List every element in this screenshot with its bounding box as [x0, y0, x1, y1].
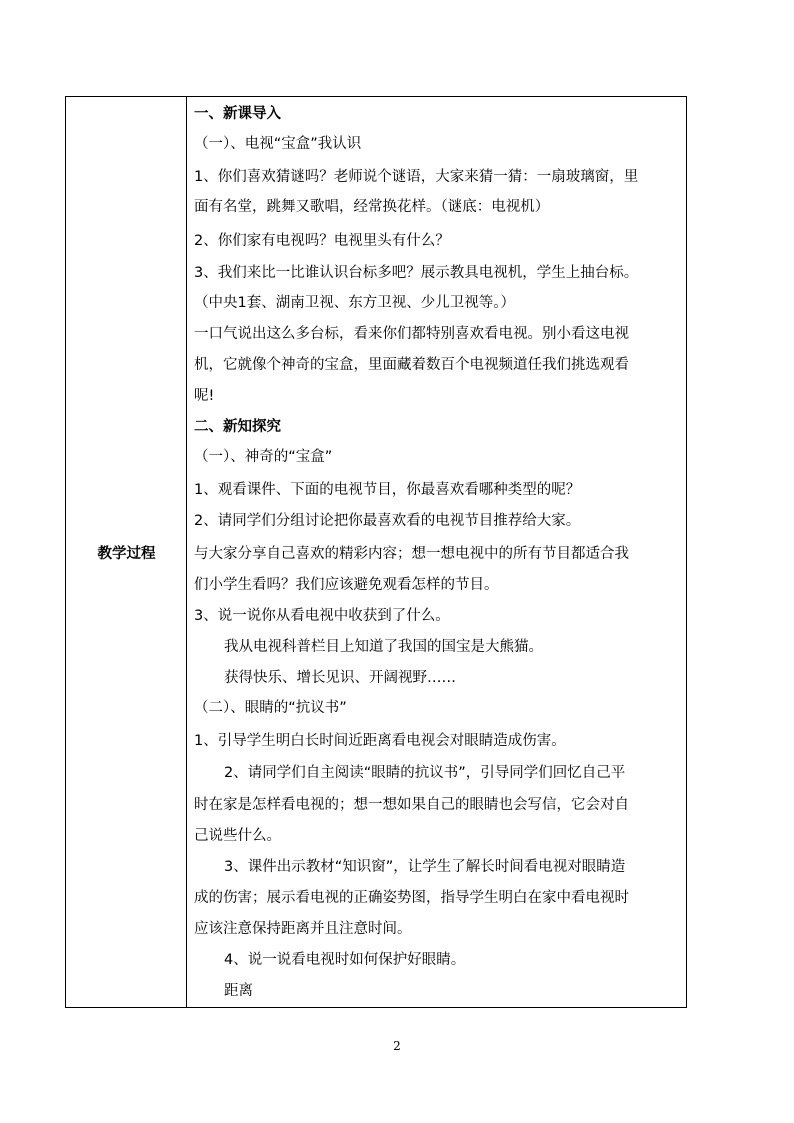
row-label: 教学过程 [97, 546, 156, 562]
text-line: 1、你们喜欢猜谜吗？老师说个谜语，大家来猜一猜：一扇玻璃窗，里 [194, 169, 639, 185]
label-cell [66, 97, 187, 1007]
subheading-1: （一）、电视“宝盒”我认识 [194, 136, 362, 152]
text-line: 3、说一说你从看电视中收获到了什么。 [194, 608, 450, 624]
text-line: 一口气说出这么多台标，看来你们都特别喜欢看电视。别小看这电视 [194, 326, 629, 342]
text-line: 获得快乐、增长见识、开阔视野…… [224, 670, 456, 686]
subheading-2: （一）、神奇的“宝盒” [194, 449, 333, 465]
text-line: 们小学生看吗？我们应该避免观看怎样的节目。 [194, 577, 499, 593]
text-line: 面有名堂，跳舞又歌唱，经常换花样。（谜底：电视机） [194, 199, 550, 215]
content-cell [187, 97, 686, 1007]
subheading-3: （二）、眼睛的“抗议书” [194, 700, 347, 716]
text-line: 3、课件出示教材“知识窗”，让学生了解长时间看电视对眼睛造 [224, 859, 626, 875]
section-heading-2: 二、新知探究 [194, 419, 281, 435]
text-line: 与大家分享自己喜欢的精彩内容；想一想电视中的所有节目都适合我 [194, 546, 629, 562]
text-line: 1、观看课件、下面的电视节目，你最喜欢看哪种类型的呢？ [194, 482, 581, 498]
text-line: （中央1套、湖南卫视、东方卫视、少儿卫视等。） [194, 295, 515, 311]
text-line: 成的伤害；展示看电视的正确姿势图，指导学生明白在家中看电视时 [194, 890, 629, 906]
text-line: 2、请同学们自主阅读“眼睛的抗议书”，引导同学们回忆自己平 [224, 765, 626, 781]
text-line: 2、请同学们分组讨论把你最喜欢看的电视节目推荐给大家。 [194, 513, 581, 529]
text-line: 己说些什么。 [194, 828, 281, 844]
text-line: 4、说一说看电视时如何保护好眼睛。 [224, 952, 466, 968]
page-number: 2 [393, 1039, 401, 1053]
text-line: 我从电视科普栏目上知道了我国的国宝是大熊猫。 [224, 639, 543, 655]
text-line: 机，它就像个神奇的宝盒，里面藏着数百个电视频道任我们挑选观看 [194, 357, 629, 373]
lesson-table [65, 96, 687, 1008]
text-line: 时在家是怎样看电视的；想一想如果自己的眼睛也会写信，它会对自 [194, 797, 629, 813]
text-line: 2、你们家有电视吗？电视里头有什么？ [194, 233, 450, 249]
text-line: 应该注意保持距离并且注意时间。 [194, 921, 412, 937]
text-line: 呢! [194, 388, 215, 404]
text-line: 1、引导学生明白长时间近距离看电视会对眼睛造成伤害。 [194, 733, 566, 749]
section-heading-1: 一、新课导入 [194, 106, 281, 122]
text-line: 距离 [224, 983, 253, 999]
text-line: 3、我们来比一比谁认识台标多吧？展示教具电视机，学生上抽台标。 [194, 265, 639, 281]
